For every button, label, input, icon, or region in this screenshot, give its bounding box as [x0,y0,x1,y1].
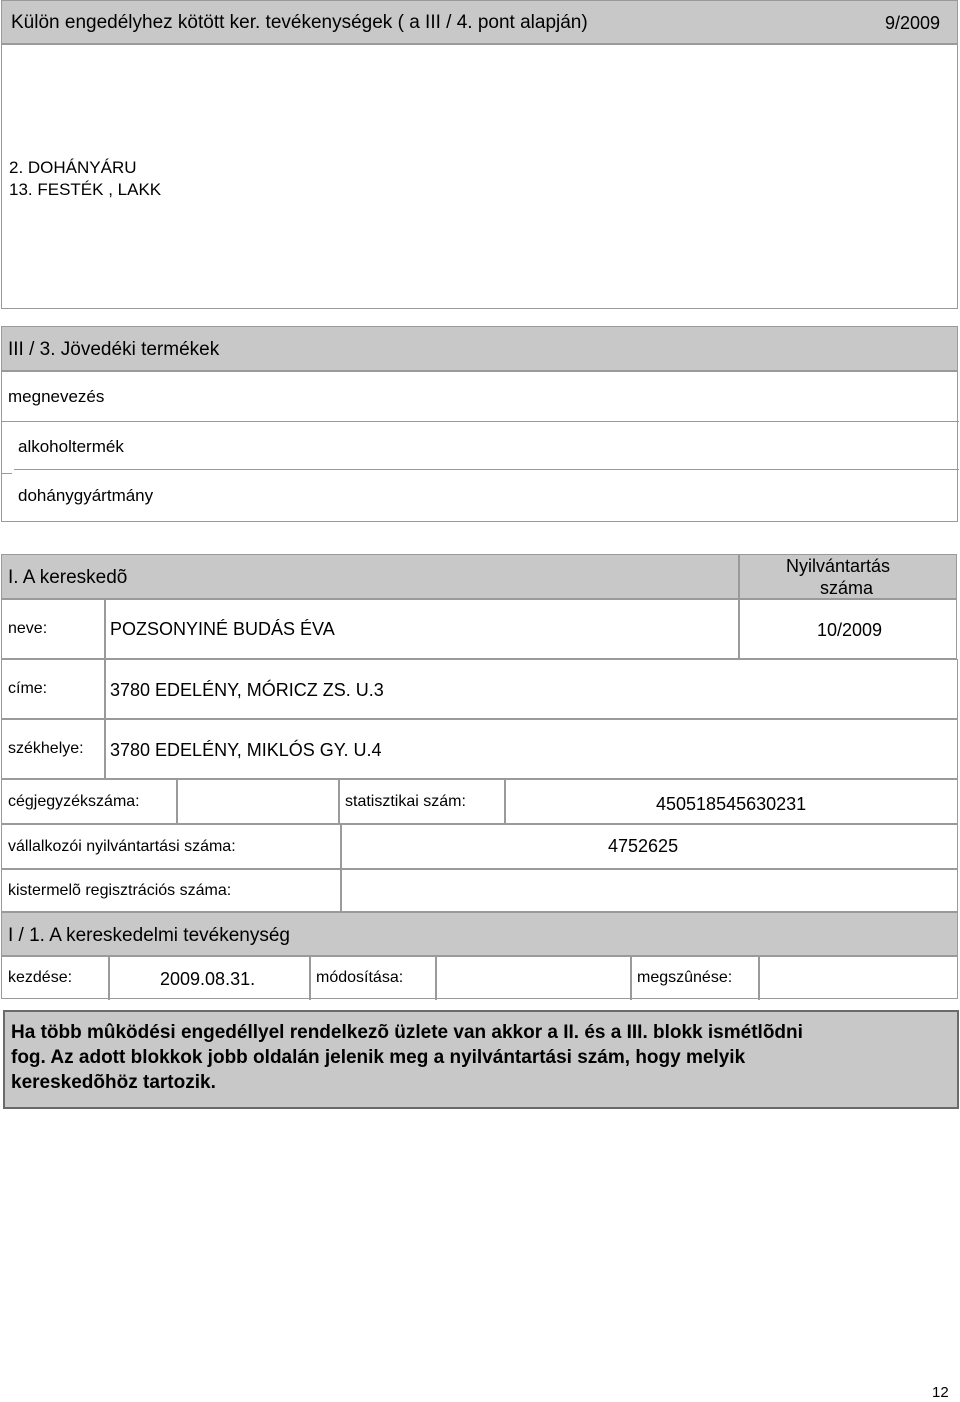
divider [104,600,106,660]
statistical-number-value: 450518545630231 [656,794,807,814]
entrepreneur-registration-row [1,824,958,869]
registration-label-line1: Nyilvántartás [786,556,891,576]
divider [2,473,12,474]
divider [14,469,959,470]
address-row [1,659,958,719]
excise-title: III / 3. Jövedéki termékek [8,339,220,360]
seat-value: 3780 EDELÉNY, MIKLÓS GY. U.4 [110,740,382,760]
note-box [3,1010,959,1109]
company-registration-label: cégjegyzékszáma: [8,793,140,810]
name-label: neve: [8,620,48,637]
divider [630,957,632,1000]
divider [338,780,340,825]
seat-row [1,719,958,779]
licensed-activities-body [1,44,958,309]
divider [104,720,106,780]
excise-item: alkoholtermék [18,437,124,456]
divider [108,957,110,1000]
note-line: kereskedõhöz tartozik. [11,1072,216,1093]
divider [504,780,506,825]
termination-label: megszûnése: [637,969,733,986]
divider [104,660,106,720]
name-value: POZSONYINÉ BUDÁS ÉVA [110,619,335,639]
producer-registration-label: kistermelõ regisztrációs száma: [8,882,232,899]
licensed-activities-header [1,0,958,44]
document-number: 9/2009 [885,13,941,33]
company-registration-row [1,779,958,824]
registration-label-line2: száma [820,578,874,598]
trader-header [1,554,739,599]
start-label: kezdése: [8,969,73,986]
divider [309,957,311,1000]
producer-registration-row [1,869,958,912]
divider [738,600,740,660]
page-number: 12 [932,1384,949,1401]
excise-column-header: megnevezés [8,387,105,406]
start-value: 2009.08.31. [160,969,256,989]
note-line: fog. Az adott blokkok jobb oldalán jelenik meg a nyilvántartási szám, hogy melyik [11,1047,746,1068]
seat-label: székhelye: [8,740,84,757]
divider [340,870,342,913]
divider [340,825,342,870]
address-value: 3780 EDELÉNY, MÓRICZ ZS. U.3 [110,680,384,700]
divider [176,780,178,825]
activity-dates-row [1,956,958,999]
divider [435,957,437,1000]
activity-header [1,912,958,956]
note-line: Ha több mûködési engedéllyel rendelkezõ üzlete van akkor a II. és a III. blokk ismétlõdni [11,1022,803,1043]
address-label: címe: [8,680,48,697]
divider [758,957,760,1000]
name-row [1,599,957,659]
registration-number: 10/2009 [817,620,883,640]
licensed-activities-title: Külön engedélyhez kötött ker. tevékenységek ( a III / 4. pont alapján) [11,12,588,33]
excise-body [1,371,958,522]
activity-item: 13. FESTÉK , LAKK [9,180,162,199]
entrepreneur-registration-label: vállalkozói nyilvántartási száma: [8,838,236,855]
excise-item: dohánygyártmány [18,486,154,505]
entrepreneur-registration-value: 4752625 [608,836,679,856]
activity-title: I / 1. A kereskedelmi tevékenység [8,925,290,946]
activity-item: 2. DOHÁNYÁRU [9,158,137,177]
trader-title: I. A kereskedõ [8,567,128,588]
excise-header [1,326,958,371]
statistical-number-label: statisztikai szám: [345,793,466,810]
divider [2,421,959,422]
registration-header [739,554,957,599]
modification-label: módosítása: [316,969,404,986]
